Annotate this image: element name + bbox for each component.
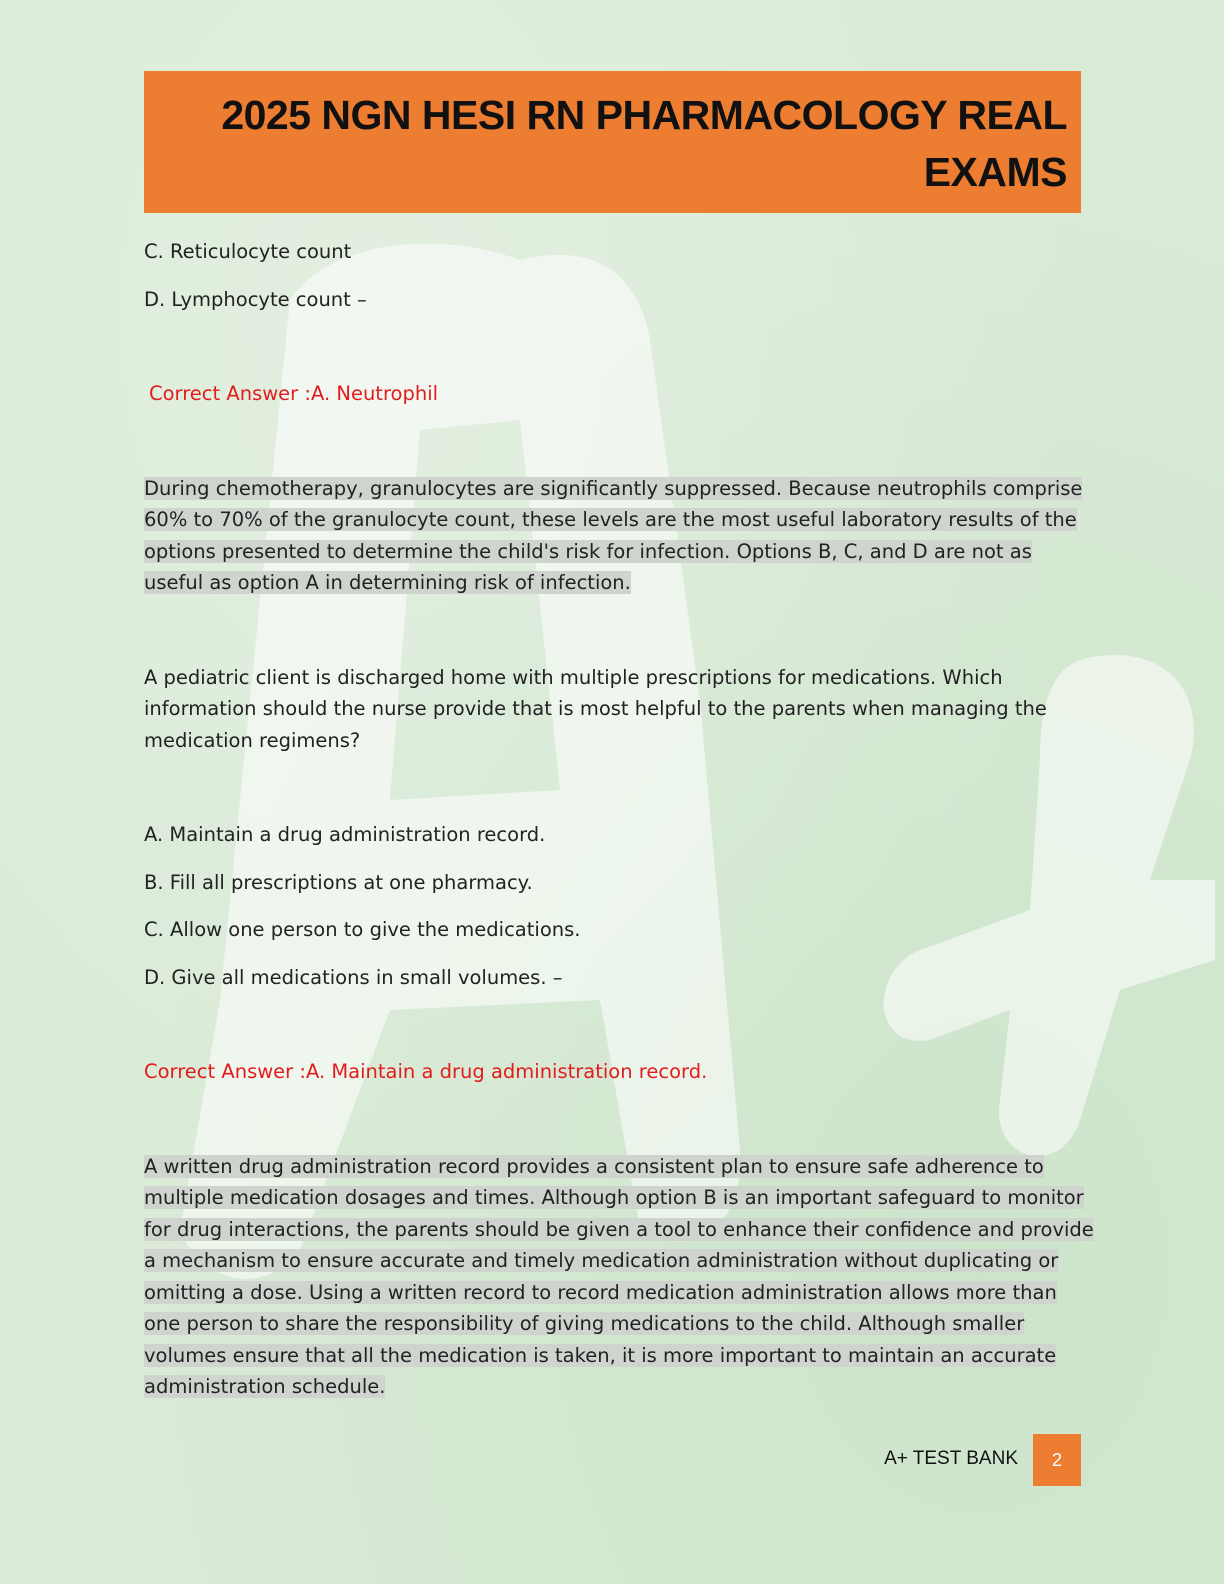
q2-option-c: C. Allow one person to give the medications.	[144, 918, 581, 941]
footer-label: A+ TEST BANK	[884, 1448, 1018, 1469]
q2-rationale-line: one person to share the responsibility of giving medications to the child. Although smaller	[144, 1312, 1025, 1335]
q2-rationale-line: multiple medication dosages and times. Although option B is an important safeguard to monitor	[144, 1186, 1084, 1209]
q2-rationale-line: volumes ensure that all the medication is taken, it is more important to maintain an accurate	[144, 1343, 1057, 1367]
q2-rationale	[144, 1151, 1094, 1403]
q1-rationale-line: options presented to determine the child's risk for infection. Options B, C, and D are not as	[144, 539, 1032, 563]
q1-rationale-line: During chemotherapy, granulocytes are significantly suppressed. Because neutrophils comprise	[144, 476, 1083, 500]
header-title-line-2: EXAMS	[923, 149, 1067, 195]
q2-rationale-line: omitting a dose. Using a written record to record medication administration allows more than	[144, 1280, 1057, 1304]
header-title-line-1: 2025 NGN HESI RN PHARMACOLOGY REAL	[221, 92, 1067, 138]
header-banner	[144, 71, 1081, 213]
page-number: 2	[1051, 1449, 1062, 1470]
page-number-badge	[1033, 1434, 1081, 1486]
q1-rationale-line: 60% to 70% of the granulocyte count, these levels are the most useful laboratory results of the	[144, 508, 1077, 531]
q2-rationale-line: A written drug administration record provides a consistent plan to ensure safe adherence to	[144, 1154, 1044, 1178]
q1-rationale-line: useful as option A in determining risk of infection.	[144, 571, 631, 594]
q2-stem-line: information should the nurse provide that is most helpful to the parents when managing the	[144, 697, 1047, 720]
q2-option-a: A. Maintain a drug administration record.	[144, 823, 546, 846]
q2-stem	[144, 662, 1084, 757]
document-body	[144, 234, 1094, 1403]
q1-option-d: D. Lymphocyte count –	[144, 287, 367, 311]
q1-option-c: C. Reticulocyte count	[144, 240, 352, 263]
q1-rationale	[144, 473, 1084, 599]
q2-option-d: D. Give all medications in small volumes. –	[144, 965, 563, 989]
q2-rationale-line: administration schedule.	[144, 1375, 386, 1398]
q2-correct-answer: Correct Answer :A. Maintain a drug administration record.	[144, 1060, 708, 1083]
q2-stem-line: medication regimens?	[144, 728, 361, 752]
q2-rationale-line: a mechanism to ensure accurate and timely medication administration without duplicating or	[144, 1249, 1059, 1272]
q2-stem-line: A pediatric client is discharged home with multiple prescriptions for medications. Which	[144, 665, 1003, 689]
q2-options	[144, 819, 1084, 993]
q1-correct-answer: Correct Answer :A. Neutrophil	[149, 382, 439, 405]
q2-rationale-line: for drug interactions, the parents should be given a tool to enhance their confidence and provide	[144, 1217, 1094, 1241]
q2-option-b: B. Fill all prescriptions at one pharmacy.	[144, 870, 533, 894]
